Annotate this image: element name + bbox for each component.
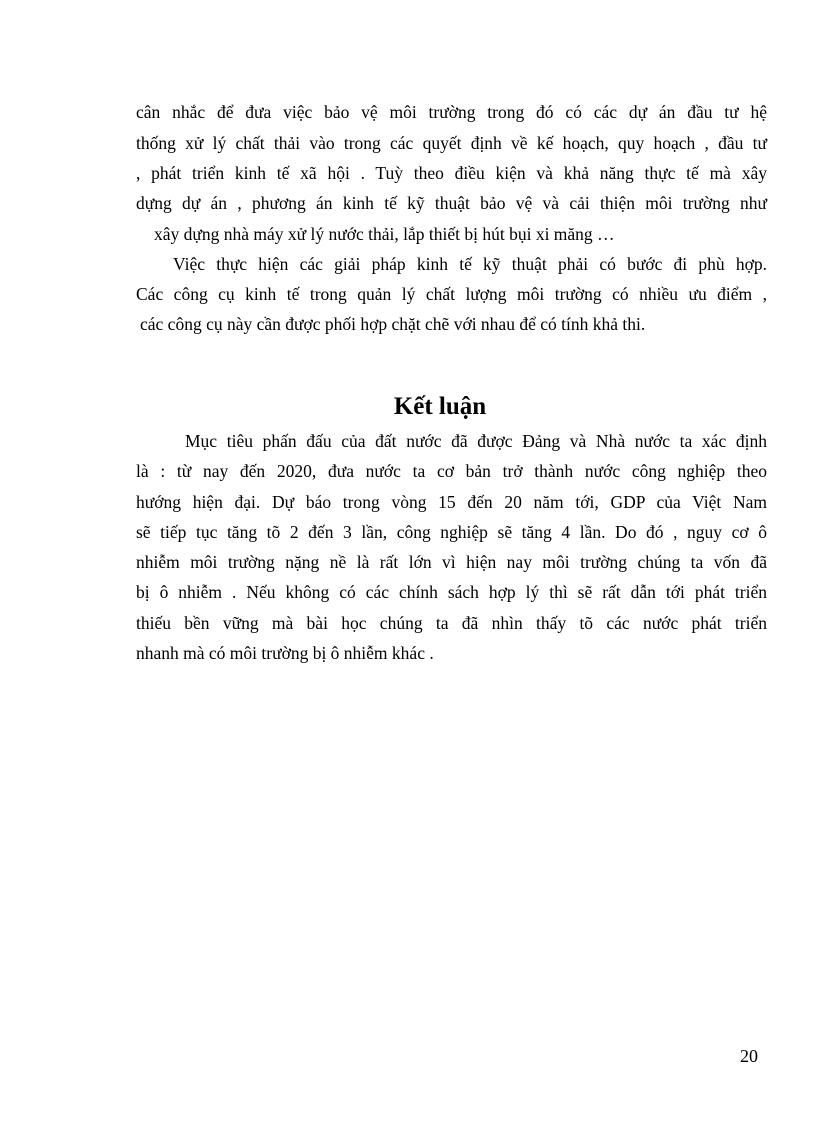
text-line: thiếu bền vững mà bài học chúng ta đã nhìn thấy tõ các nước phát triển (136, 613, 767, 633)
text-line: nhanh mà có môi trường bị ô nhiễm khác . (136, 643, 434, 663)
text-line: xây dựng nhà máy xử lý nước thải, lắp thiết bị hút bụi xi măng … (154, 224, 615, 244)
text-line: , phát triển kinh tế xã hội . Tuỳ theo điều kiện và khả năng thực tế mà xây (136, 163, 767, 183)
text-line: dựng dự án , phương án kinh tế kỹ thuật bảo vệ và cải thiện môi trường như (136, 193, 767, 213)
text-line: bị ô nhiễm . Nếu không có các chính sách hợp lý thì sẽ rất dẫn tới phát triển (136, 582, 767, 602)
text-line: là : từ nay đến 2020, đưa nước ta cơ bản trở thành nước công nghiệp theo (136, 461, 767, 481)
text-line: cân nhắc để đưa việc bảo vệ môi trường trong đó có các dự án đầu tư hệ (136, 102, 767, 122)
conclusion-heading: Kết luận (393, 393, 487, 420)
text-line: thống xử lý chất thải vào trong các quyết định về kế hoạch, quy hoạch , đầu tư (136, 133, 767, 153)
text-line: sẽ tiếp tục tăng tõ 2 đến 3 lần, công nghiệp sẽ tăng 4 lần. Do đó , nguy cơ ô (136, 522, 767, 542)
text-line: Các công cụ kinh tế trong quản lý chất lượng môi trường có nhiều ưu điểm , (136, 284, 767, 304)
page-number: 20 (740, 1046, 758, 1066)
text-line: nhiễm môi trường nặng nề là rất lớn vì hiện nay môi trường chúng ta vốn đã (136, 552, 767, 572)
text-line: hướng hiện đại. Dự báo trong vòng 15 đến 20 năm tới, GDP của Việt Nam (136, 492, 767, 512)
text-line: Việc thực hiện các giải pháp kinh tế kỹ thuật phải có bước đi phù hợp. (173, 254, 767, 274)
text-line: Mục tiêu phấn đấu của đất nước đã được Đảng và Nhà nước ta xác định (185, 431, 767, 451)
text-line: các công cụ này cần được phối hợp chặt chẽ với nhau để có tính khả thi. (140, 314, 646, 334)
